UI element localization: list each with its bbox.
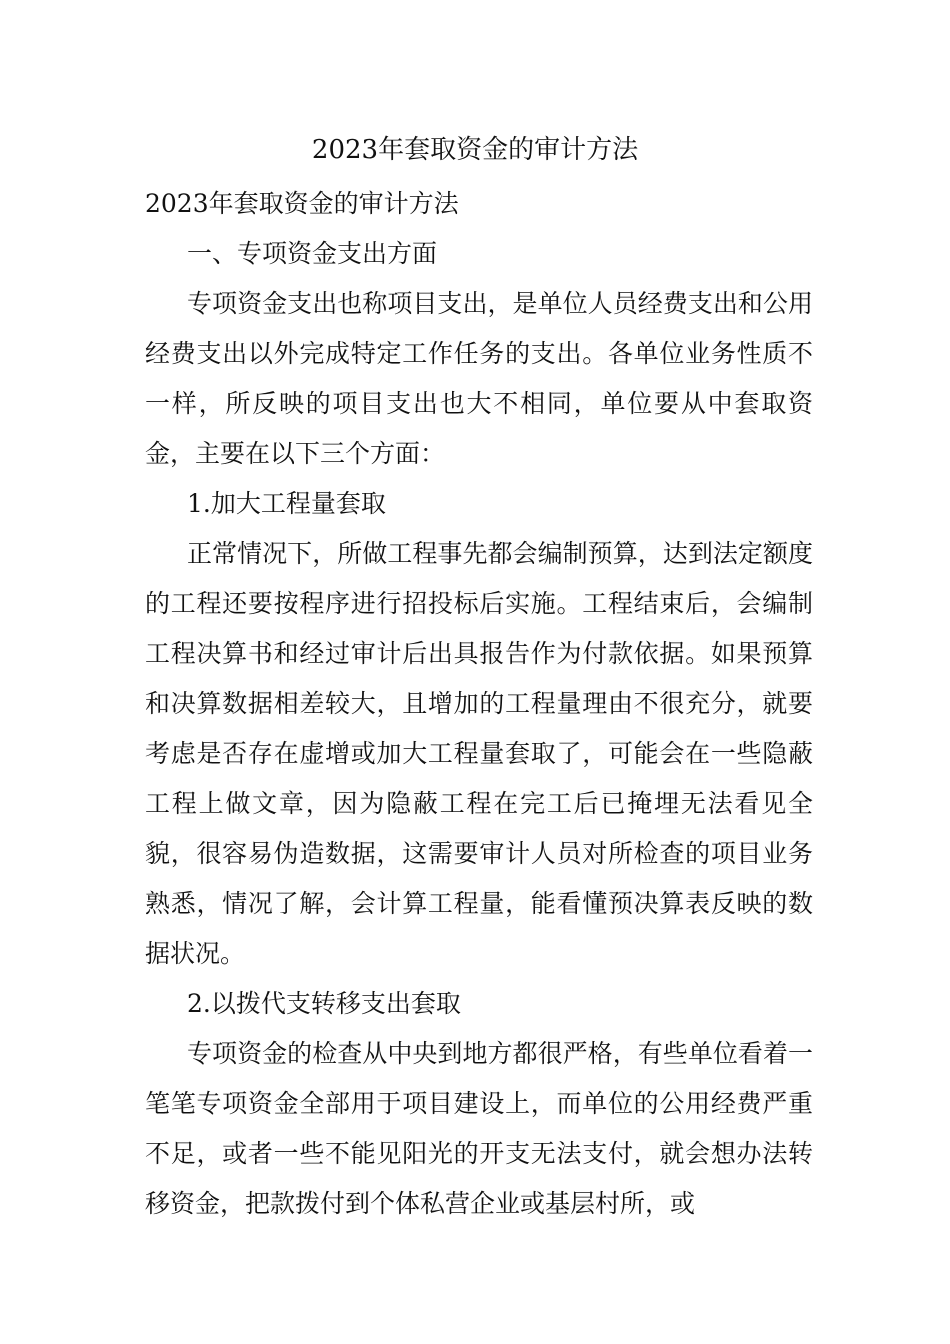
document-title: 2023年套取资金的审计方法 [311, 135, 639, 165]
paragraph: 专项资金支出也称项目支出，是单位人员经费支出和公用经费支出以外完成特定工作任务的支出。各单位业务性质不一样，所反映的项目支出也大不相同，单位要从中套取资金，主要在以下三个方面： [145, 289, 813, 468]
document-body [145, 179, 813, 1229]
paragraph: 正常情况下，所做工程事先都会编制预算，达到法定额度的工程还要按程序进行招投标后实施。工程结束后，会编制工程决算书和经过审计后出具报告作为付款依据。如果预算和决算数据相差较大，且增加的工程量理由不很充分，就要考虑是否存在虚增或加大工程量套取了，可能会在一些隐蔽工程上做文章，因为隐蔽工程在完工后已掩埋无法看见全貌，很容易伪造数据，这需要审计人员对所检查的项目业务熟悉，情况了解，会计算工程量，能看懂预决算表反映的数据状况。 [145, 539, 813, 968]
item-heading: 1.加大工程量套取 [187, 489, 386, 518]
item-heading: 2.以拨代支转移支出套取 [187, 989, 461, 1018]
paragraph: 专项资金的检查从中央到地方都很严格，有些单位看着一笔笔专项资金全部用于项目建设上，而单位的公用经费严重不足，或者一些不能见阳光的开支无法支付，就会想办法转移资金，把款拨付到个体私营企业或基层村所，或 [145, 1039, 813, 1218]
section-heading: 一、专项资金支出方面 [187, 239, 438, 268]
document-subtitle: 2023年套取资金的审计方法 [145, 189, 459, 218]
